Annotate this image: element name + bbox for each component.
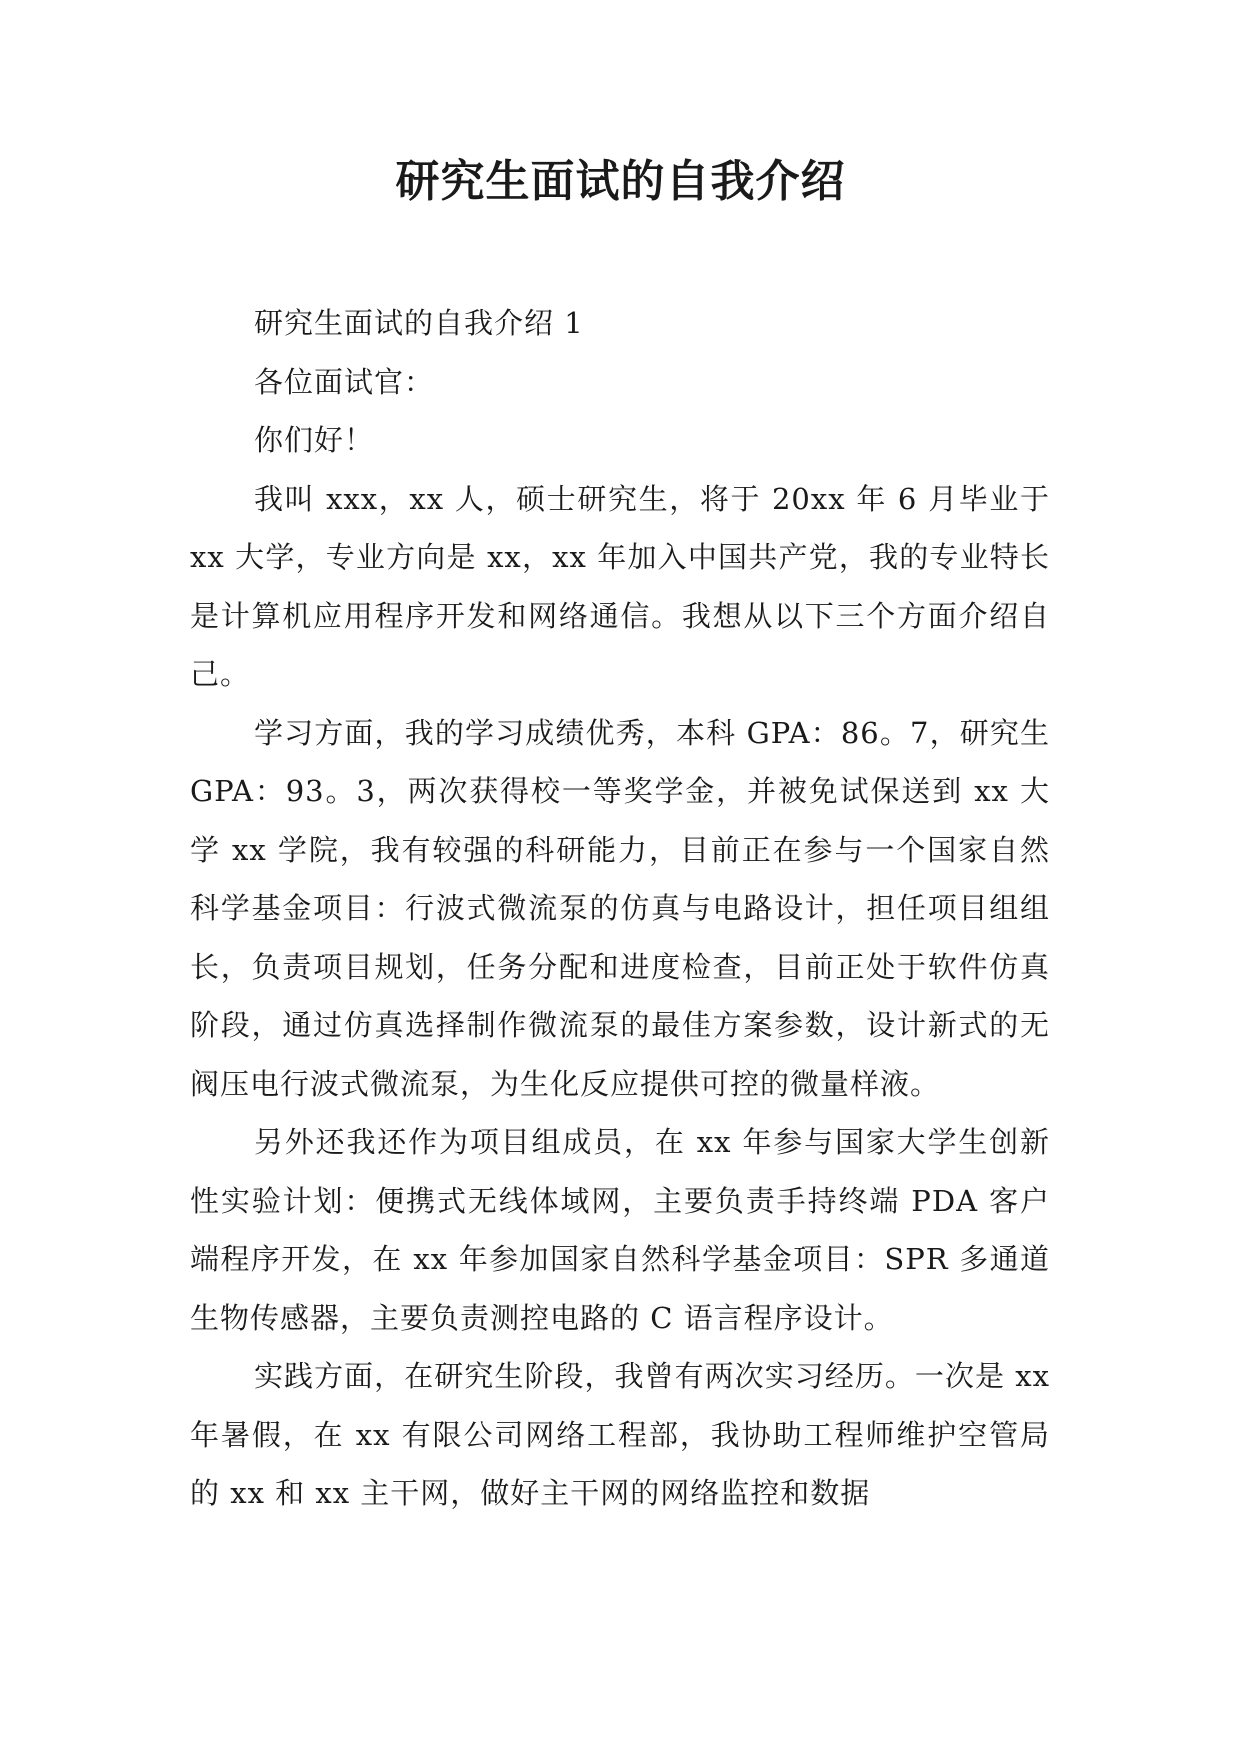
paragraph-projects: 另外还我还作为项目组成员，在 xx 年参与国家大学生创新性实验计划：便携式无线体域网，主要负责手持终端 PDA 客户端程序开发，在 xx 年参加国家自然科学基金项目：SPR 多通道生物传感器，主要负责测控电路的 C 语言程序设计。: [190, 1125, 1050, 1335]
paragraph-practice: 实践方面，在研究生阶段，我曾有两次实习经历。一次是 xx 年暑假，在 xx 有限公司网络工程部，我协助工程师维护空管局的 xx 和 xx 主干网，做好主干网的网络监控和数据: [190, 1359, 1050, 1510]
paragraph-study: 学习方面，我的学习成绩优秀，本科 GPA：86。7，研究生 GPA：93。3，两次获得校一等奖学金，并被免试保送到 xx 大学 xx 学院，我有较强的科研能力，目前正在参与一个国家自然科学基金项目：行波式微流泵的仿真与电路设计，担任项目组组长，负责项目规划，任务分配和进度检查，目前正处于软件仿真阶段，通过仿真选择制作微流泵的最佳方案参数，设计新式的无阀压电行波式微流泵，为生化反应提供可控的微量样液。: [190, 715, 1050, 1101]
salutation: 各位面试官：: [254, 364, 435, 399]
document-title: 研究生面试的自我介绍: [395, 156, 846, 207]
paragraph-intro: 我叫 xxx，xx 人，硕士研究生，将于 20xx 年 6 月毕业于 xx 大学，专业方向是 xx，xx 年加入中国共产党，我的专业特长是计算机应用程序开发和网络通信。我想从以下三个方面介绍自己。: [190, 481, 1050, 691]
greeting: 你们好！: [254, 423, 375, 457]
document-body: [190, 294, 1050, 1523]
section-heading: 研究生面试的自我介绍 1: [254, 306, 584, 340]
